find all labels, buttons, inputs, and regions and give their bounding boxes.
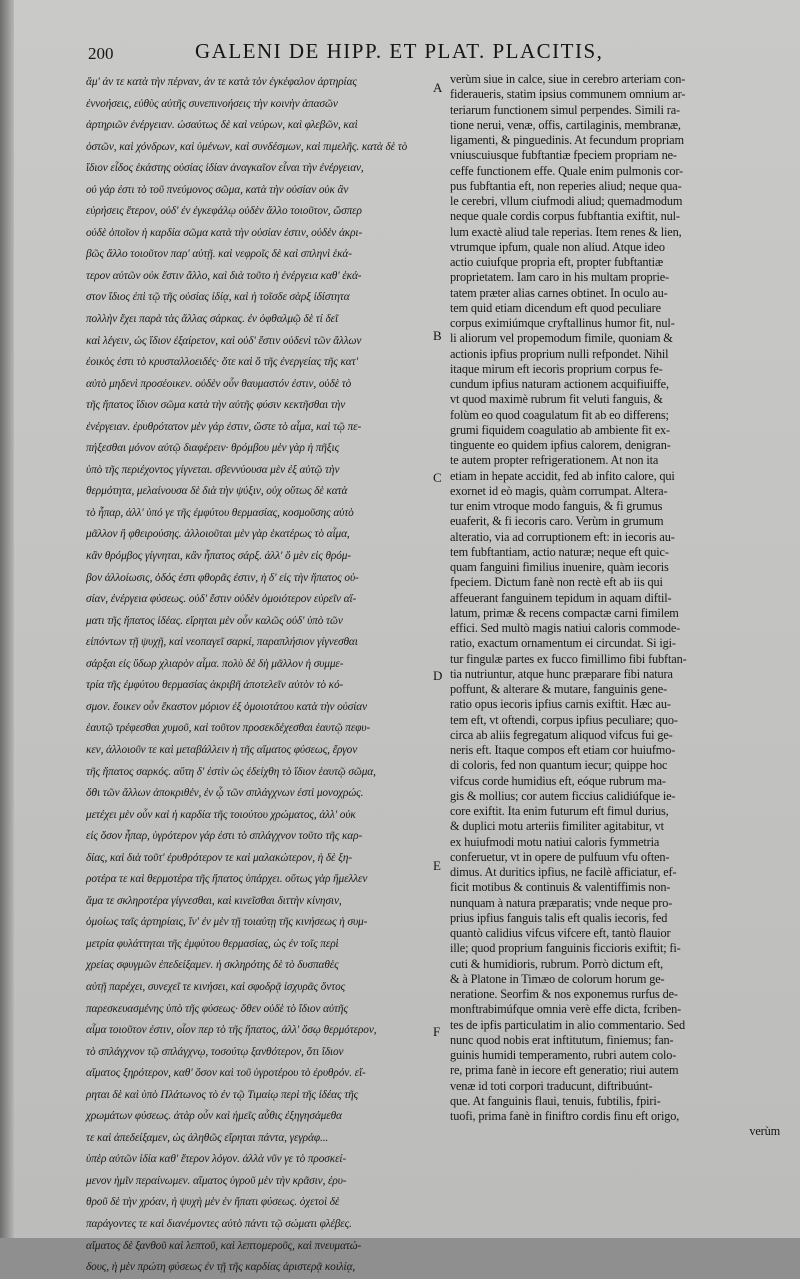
text-line: ratio opus iecoris ipfius carnis exiftit. Hæc au- [450, 697, 671, 712]
text-line: cuti & humidioris, rubrum. Porrò dictum eft, [450, 956, 664, 971]
text-line: vtrumque ipfum, quale non aliud. Atque ideo [450, 239, 665, 254]
text-line: venæ id toti corpori traducunt, diftribuúnt- [450, 1078, 653, 1093]
text-line: στον ἴδιος ἐπὶ τῷ τῆς οὐσίας ἰδίᾳ, καὶ ἡ τοῖσδε σὰρξ ἰδίστητα [86, 291, 350, 304]
text-line: τῆς ἥπατος σαρκός. αὕτη δ' ἐστὶν ὡς ἐδείχθη τὸ ἴδιον ἑαυτῷ σῶμα, [86, 765, 376, 778]
text-line: ἅμα τε σκληροτέρα γίγνεσθαι, καὶ κινεῖσθαι διττὴν κίνησιν, [86, 894, 342, 907]
text-line: verùm siue in calce, siue in cerebro arteriam con- [450, 72, 686, 86]
text-line: θροῦ δὲ τὴν χρόαν, ἡ ψυχὴ μὲν ἐν ἥπατι φύσεως. ὀχετοὶ δὲ [86, 1196, 340, 1209]
text-line: di coloris, fed non quantum iecur; quippe hoc [450, 758, 668, 773]
text-line: fideraueris, statim ipsius communem omnium ar- [450, 87, 686, 102]
text-line: μενον ἡμῖν περαίνωμεν. αἵματος ὑγροῦ μὲν τὴν κρᾶσιν, ἐρυ- [86, 1174, 347, 1187]
section-marker-d: D [433, 668, 443, 683]
text-line: ἑαυτῷ τρέφεσθαι χυμοῦ, καὶ τοῦτον προσεκδέχεσθαι ἑαυτῷ πεφυ- [86, 722, 371, 735]
text-line: παράγοντες τε καὶ διανέμοντες αὐτὸ πάντι τῷ σώματι φλέβες. [86, 1217, 352, 1230]
text-line: nunc quod nobis erat inftitutum, finiemus; fan- [450, 1032, 674, 1047]
text-line: neratione. Seorfim & nos exponemus rurfus de- [450, 987, 678, 1001]
text-line: verùm [749, 1124, 780, 1139]
text-line: dimus. At duritics ipfius, ne facilè afficiatur, ef- [450, 865, 677, 879]
text-line: θερμότητα, μελαίνουσα δὲ διὰ τὴν ψύξιν, οὐχ οὕτως δὲ κατὰ [86, 485, 348, 498]
text-line: ἐοικὸς ἐστι τὸ κρυσταλλοειδές· ὅτε καὶ ὅ τῆς ἐνεργείας τῆς κατ' [86, 356, 358, 369]
page-header [70, 39, 780, 74]
text-line: δους, ἡ μὲν πρώτη φύσεως ἐν τῇ τῆς καρδίας ἀριστερᾷ κοιλίᾳ, [86, 1261, 356, 1274]
text-line: te autem propter refrigerationem. At non ita [450, 453, 659, 468]
text-line: actio cuiufque propria eft, propter fubftantiæ [450, 255, 663, 269]
text-line: πήξεσθαι μόνον αὐτῷ διαφέρειν· θρόμβου μὲν γὰρ ἡ πῆξις [86, 442, 340, 455]
text-line: tur fingulæ partes ex fucco fimillimo fibi fubftan- [450, 651, 687, 666]
text-line: circa ab aliis fegregatum aliquod vifcus fui ge- [450, 727, 673, 742]
text-line: χρείας σφυγμῶν ἐπεδείξαμεν. ἡ σκληρότης δὲ τὸ δυσπαθὲς [86, 959, 339, 972]
text-line: ἀρτηριῶν ἐνέργειαν. ὡσαύτως δὲ καὶ νεύρων, καὶ φλεβῶν, καὶ [86, 119, 358, 132]
text-line: τὸ ἧπαρ, ἀλλ' ὑπό γε τῆς ἐμφύτου θερμασίας, κοσμοῦσης αὐτὸ [86, 506, 354, 519]
text-line: neque quale cordis corpus fubftantia exiftit, nul- [450, 209, 680, 224]
text-line: ὑπὲρ αὐτῶν ἰδία καθ' ἕτερον λόγον. ἀλλὰ νῦν γε τὸ προσκεί- [86, 1153, 347, 1166]
text-line: καὶ λέγειν, ὡς ἴδιον ἐξαίρετον, καὶ οὐδ' ἔστιν οὐδενὶ τῶν ἄλλων [86, 334, 362, 347]
text-line: εἰς ὅσον ἧπαρ, ὑγρότερον γάρ ἐστι τὸ σπλάγχνον τοῦτο τῆς καρ- [86, 830, 363, 843]
text-line: tuofi, prima fanè in finiftro cordis finu eft origo, [450, 1109, 680, 1123]
section-marker-f: F [433, 1024, 441, 1039]
text-line: τε καὶ ἀπεδείξαμεν, ὡς ἀληθῶς εἴρηται πάντα, γεγράφ... [86, 1131, 329, 1144]
text-line: ματι τῆς ἥπατος ἰδέας. εἴρηται μὲν οὖν καλῶς οὐδ' ὑπὸ τῶν [86, 614, 343, 627]
text-line: ροτέρα τε καὶ θερμοτέρα τῆς ἥπατος ὑπάρχει. οὕτως γὰρ ἤμελλεν [86, 873, 368, 886]
text-line: tione nerui, venæ, offis, cartilaginis, membranæ, [450, 117, 681, 132]
text-line: χρωμάτων φύσεως. ἀτὰρ οὖν καὶ ἡμεῖς αὖθις ἐξηγησάμεθα [86, 1110, 342, 1123]
text-line: δίας, καὶ διὰ τοῦτ' ἐρυθρότερον τε καὶ μαλακώτερον, ἡ δὲ ξη- [86, 851, 353, 864]
text-line: tem quid etiam dicendum eft quod peculiare [450, 300, 661, 315]
section-marker-a: A [433, 80, 443, 95]
greek-text-column [86, 72, 430, 1279]
text-line: ἐννοήσεις, εὐθὺς αὐτῆς συνεπινοήσεις τὴν κοινὴν ἁπασῶν [86, 97, 338, 110]
text-line: core exiftit. Ita enim futurum eft fimul durius, [450, 804, 669, 818]
running-title: GALENI DE HIPP. ET PLAT. PLACITIS, [195, 39, 604, 63]
text-line: σίαν, ἐνέργεια φύσεως. οὐδ' ἔστιν οὐδὲν ὁμοιότερον εὑρεῖν αἵ- [86, 593, 357, 606]
text-line: πολλὴν ἔχει παρὰ τὰς ἄλλας σάρκας. ἐν ὀφθαλμῷ δὲ τί δεῖ [86, 313, 338, 326]
text-line: & duplici motu arteriis fimiliter agitabitur, vt [450, 819, 664, 834]
text-line: & à Platone in Timæo de colorum horum ge- [450, 971, 665, 986]
text-line: li aliorum vel propemodum fimile, quoniam & [450, 331, 673, 346]
text-line: tatem præter alias carnes obtinet. In oculo au- [450, 285, 668, 300]
text-line: κἂν θρόμβος γίγνηται, κἂν ἧπατος σάρξ. ἀλλ' ὅ μὲν εἰς θρόμ- [86, 550, 352, 563]
text-line: le cerebri, vllum ciufmodi aliud; quemadmodum [450, 194, 683, 208]
page-number: 200 [88, 44, 114, 63]
text-line: αὐτὸ μηδενὶ προσέοικεν. οὐδὲν οὖν θαυμαστόν ἐστιν, οὐδὲ τὸ [86, 377, 352, 390]
text-line: ὁμοίως ταῖς ἀρτηρίαις, ἵν' ἐν μὲν τῇ τοιαύτῃ τῆς κινήσεως ἡ συμ- [86, 916, 368, 929]
text-line: guinis humidi temperamento, rubri autem colo- [450, 1048, 677, 1062]
text-line: μετρία φυλάττηται τῆς ἐμφύτου θερμασίας, ὡς ἐν τοῖς περὶ [86, 937, 339, 950]
text-line: οὐδὲ ὁποῖον ἡ καρδία σῶμα κατὰ τὴν οὐσίαν ἐστιν, οὐδὲν ἀκρι- [86, 226, 363, 239]
text-line: τὸ σπλάγχνον τῷ σπλάγχνῳ, τοσούτῳ ξανθότερον, ὅτι ἴδιον [86, 1045, 344, 1058]
text-line: tur enim vtroque modo fanguis, & fi grumus [450, 499, 663, 513]
text-line: ligamenti, & pinguedinis. At fecundum propriam [450, 133, 684, 147]
text-line: gis & mollius; cor autem ficcius calidiúfque ie- [450, 788, 676, 803]
section-marker-e: E [433, 858, 441, 873]
section-marker-c: C [433, 470, 442, 485]
text-line: re, prima fanè in iecore eft generatio; riui autem [450, 1063, 679, 1078]
text-line: latum, primæ & recens compactæ carni fimilem [450, 605, 679, 620]
text-line: ex huiufmodi motu natiui caloris fymmetria [450, 834, 660, 849]
text-line: actionis ipfius proprium nulli refpondet. Nihil [450, 346, 669, 361]
text-line: τρία τῆς ἐμφύτου θερμασίας ἀκριβῆ ἀποτελεῖν αὐτὸν τὸ κό- [86, 679, 344, 692]
text-line: nunquam à natura præparatis; vnde neque pro- [450, 895, 673, 910]
text-line: proprietatem. Iam caro in his multam proprie- [450, 270, 669, 285]
text-line: ρηται δὲ καὶ ὑπὸ Πλάτωνος τὸ ἐν τῷ Τιμαίῳ περὶ τῆς ἰδέας τῆς [86, 1088, 359, 1101]
text-line: αἵματος δὲ ξανθοῦ καὶ λεπτοῦ, καὶ λεπτομεροῦς, καὶ πνευματώ- [86, 1239, 362, 1252]
text-line: quam fanguini fimilius inuenire, quàm iecoris [450, 560, 669, 574]
text-line: lum exactè aliud tale reperias. Item renes & lien, [450, 224, 682, 239]
text-line: αἷμα τοιοῦτον ἐστιν, οἷον περ τὸ τῆς ἥπατος, ἀλλ' ὅσῳ θερμότερον, [86, 1024, 377, 1037]
text-line: ἐνέργειαν. ἐρυθρότατον μὲν γάρ ἐστιν, ὥστε τὸ αἷμα, καὶ τῷ πε- [86, 420, 362, 433]
text-line: μετέχει μὲν οὖν καὶ ἡ καρδία τῆς τοιούτου χρώματος, ἀλλ' οὐκ [86, 808, 356, 821]
text-line: ficit motibus & continuis & valentiffimis non- [450, 880, 671, 895]
text-line: παρεσκευασμένης ὑπὸ τῆς φύσεως· ὅθεν οὐδὲ τὸ ἴδιον αὐτῆς [86, 1002, 348, 1015]
text-line: que. At fanguinis flaui, tenuis, fubtilis, fpiri- [450, 1093, 661, 1108]
text-line: βον ἀλλοίωσις, ὁδός ἐστι φθορᾶς ἐστιν, ἡ δ' εἰς τὴν ἥπατος οὐ- [86, 571, 359, 584]
text-line: itaque mirum eft iecoris proprium corpus fe- [450, 361, 663, 376]
text-line: tinguente eo quidem ipfius calorem, denigran- [450, 438, 671, 452]
text-line: effici. Sed multò magis natiui caloris commode- [450, 621, 681, 635]
text-line: ὑπὸ τῆς περιέχοντος γίγνεται. σβεννύουσα μὲν ἐξ αὐτῷ τὴν [86, 463, 340, 476]
text-line: κεν, ἀλλοιοῦν τε καὶ μεταβάλλειν ἡ τῆς αἵματος φύσεως, ἔργον [86, 743, 358, 756]
text-line: euaferit, & fi iecoris caro. Verùm in grumum [450, 514, 664, 529]
text-line: tem eft, vt oftendi, corpus ipfius peculiare; quo- [450, 712, 678, 727]
latin-text-column [450, 72, 780, 1140]
text-line: αἵματος ξηρότερον, καθ' ὅσον καὶ τοῦ ὑγροτέρου τὸ ἐρυθρόν. εἴ- [86, 1067, 366, 1080]
text-line: vifcus corde humidius eft, eóque rubrum ma- [450, 773, 666, 788]
text-line: corpus eximiúmque cryftallinus humor fit, nul- [450, 316, 675, 330]
text-line: exornet id eò magis, quàm corrumpat. Altera- [450, 483, 668, 498]
text-line: βῶς ἄλλο τοιοῦτον παρ' αὐτῇ. καὶ νεφροῖς δὲ καὶ σπληνὶ ἑκά- [86, 248, 352, 261]
text-line: monftrabimúfque omnia verè effe dicta, fcriben- [450, 1002, 682, 1017]
text-line: εἰπόντων τῇ ψυχῇ, καὶ νεοπαγεῖ σαρκί, παραπλήσιον γίγνεσθαι [86, 636, 358, 649]
text-line: tem fubftantiam, actio naturæ; neque eft quic- [450, 544, 669, 559]
text-line: τερον αὐτῶν οὐκ ἔστιν ἄλλο, καὶ διὰ τοῦτο ἡ ἐνέργεια καθ' ἑκά- [86, 269, 362, 282]
text-line: ὀστῶν, καὶ χόνδρων, καὶ ὑμένων, καὶ συνδέσμων, καὶ πιμελῆς. κατὰ δὲ τὸ [86, 140, 408, 153]
text-line: prius ipfius fanguis talis eft qualis iecoris, fed [450, 910, 668, 925]
text-line: σμον. ἔοικεν οὖν ἕκαστον μόριον ἐξ ὁμοιοτάτου κατὰ τὴν οὐσίαν [86, 700, 368, 713]
page-gutter-shadow [0, 0, 14, 1238]
section-marker-b: B [433, 328, 442, 343]
text-line: poffunt, & alterare & mutare, fanguinis gene- [450, 682, 668, 696]
text-line: tia nutriuntur, atque hunc præparare fibi natura [450, 666, 673, 681]
text-line: cundum ipfius naturam actionem acquifiuiffe, [450, 377, 669, 391]
text-line: alteratio, via ad corruptionem eft: in iecoris au- [450, 529, 675, 544]
text-line: fpeciem. Dictum fanè non rectè eft ab iis qui [450, 575, 663, 590]
text-line: teriarum functionem simul perpendes. Simili ra- [450, 102, 680, 117]
text-line: ratio, exactum ornamentum ei circundat. Si igi- [450, 636, 676, 651]
text-line: pus fubftantia eft, non reperies aliud; neque qua- [450, 178, 682, 193]
text-line: ὅθι τῶν ἄλλων ἀποκριθέν, ἐν ᾧ τῶν σπλάγχνων ἐστὶ μονοχρώς. [86, 787, 364, 800]
text-line: αὐτῇ παρέχει, συνεχεῖ τε κινήσει, καὶ σφοδρᾷ ἰσχυρᾶς ὄντος [86, 980, 346, 993]
text-line: ἴδιον εἶδος ἑκάστης οὐσίας ἰδίαν ἀναγκαῖον εἶναι τὴν ἐνέργειαν, [86, 162, 364, 175]
text-line: etiam in hepate accidit, fed ab infito calore, qui [450, 468, 675, 483]
text-line: μᾶλλον ἢ φθειρούσης. ἀλλοιοῦται μὲν γὰρ ἑκατέρως τὸ αἷμα, [86, 528, 350, 541]
text-line: tes de ipfis particulatim in alio commentario. Sed [450, 1017, 685, 1032]
text-line: grumi fiquidem coagulatio ab ambiente fit ex- [450, 422, 670, 437]
text-line: quantò calidius vifcus vifcere eft, tantò flauior [450, 926, 671, 940]
text-line: conferuetur, vt in opere de pulfuum vfu often- [450, 849, 670, 864]
text-line: ille; quod proprium fanguinis ficcioris exiftit; fi- [450, 941, 681, 956]
text-line: affeuerant fanguinem tepidum in aquam diftil- [450, 590, 672, 605]
text-line: neris eft. Itaque compos eft etiam cor huiufmo- [450, 743, 676, 757]
text-line: folùm eo quod coagulatum fit ab eo differens; [450, 407, 669, 422]
text-line: ἅμ' ἀν τε κατὰ τὴν πέρναν, ἀν τε κατὰ τὸν ἐγκέφαλον ἀρτηρίας [86, 76, 357, 88]
text-line: ceffe functionem effe. Quale enim pulmonis cor- [450, 163, 683, 178]
text-line: τῆς ἥπατος ἴδιον σῶμα κατὰ τὴν αὐτῆς φύσιν κεκτῆσθαι τὴν [86, 399, 346, 412]
text-line: vniuscuiusque fubftantiæ fpeciem propriam ne- [450, 148, 677, 163]
text-line: σάρξαι εἰς ὕδωρ χλιαρὸν αἷμα. πολὺ δὲ δὴ μᾶλλον ἡ συμμε- [86, 657, 344, 670]
text-line: οὐ γάρ ἐστι τὸ τοῦ πνεύμονος σῶμα, κατὰ τὴν οὐσίαν οὐκ ἂν [86, 183, 349, 196]
text-line: εὑρήσεις ἕτερον, οὐδ' ἐν ἐγκεφάλῳ οὐδὲν ἄλλο τοιοῦτον, ὥσπερ [86, 205, 362, 218]
text-line: vt quod maximè rubrum fit veluti fanguis, & [450, 392, 663, 407]
